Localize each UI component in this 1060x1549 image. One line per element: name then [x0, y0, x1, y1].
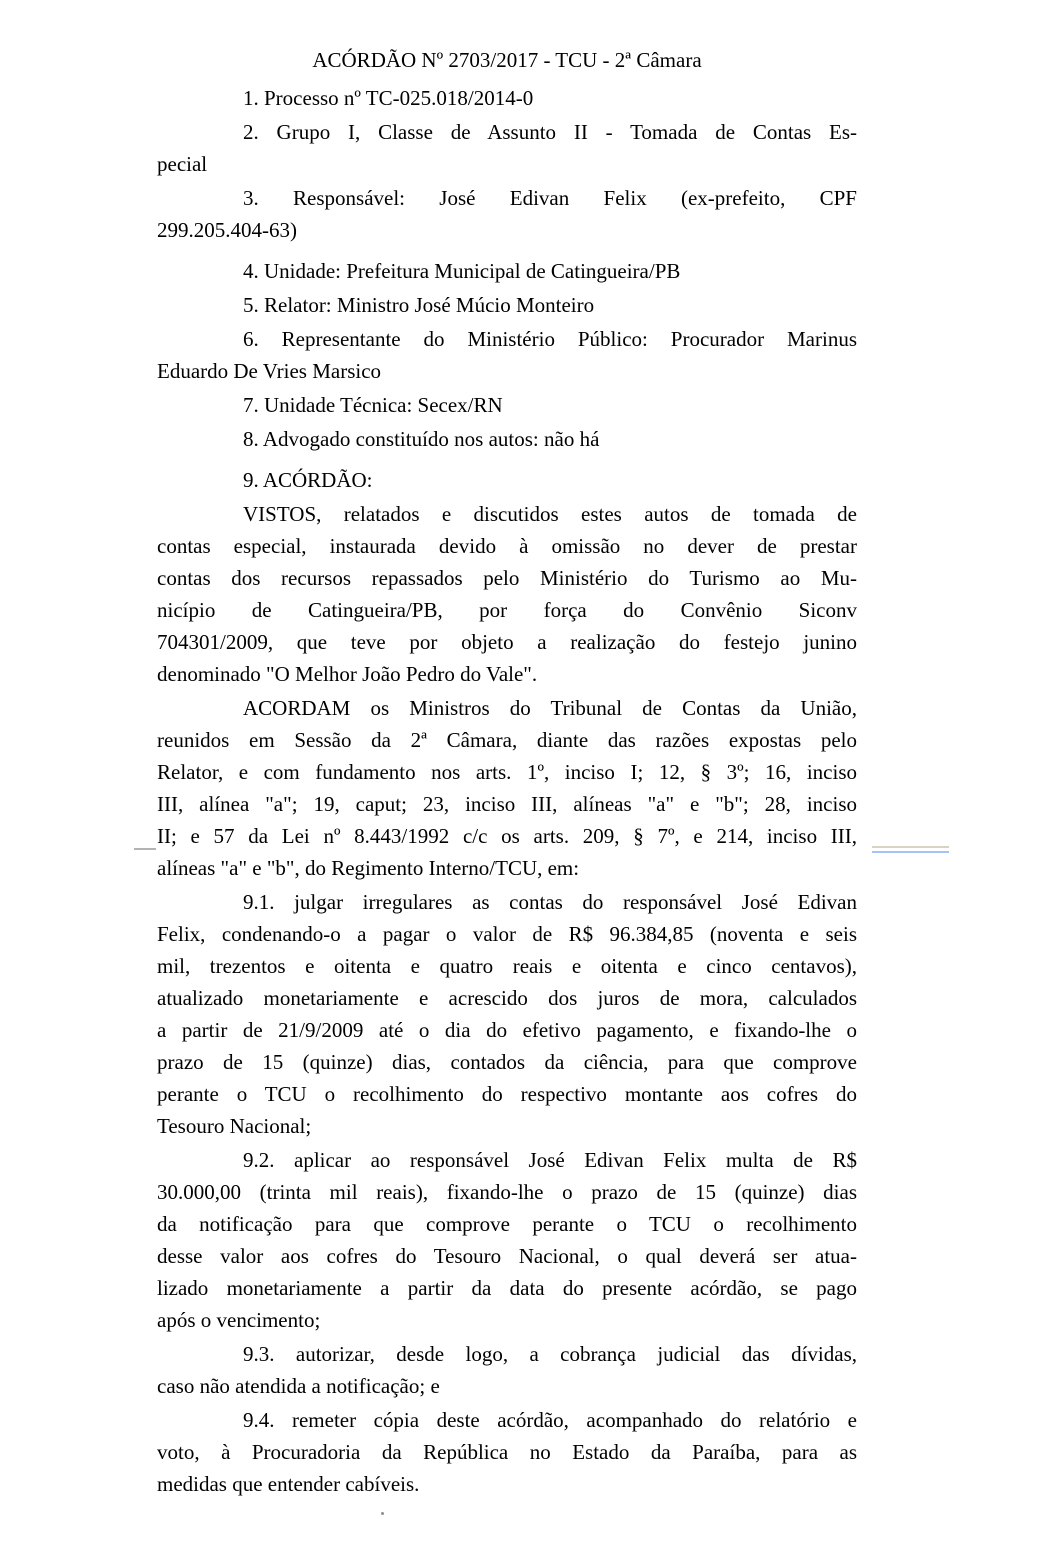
- paragraph-item-4: [157, 255, 857, 287]
- text-line: 1. Processo nº TC-025.018/2014-0: [243, 86, 534, 110]
- text-line: voto, à Procuradoria da República no Estado da Paraíba, para as: [157, 1440, 857, 1464]
- paragraph-vistos: [157, 498, 857, 690]
- text-line: 9.3. autorizar, desde logo, a cobrança judicial das dívidas,: [243, 1342, 857, 1366]
- paragraph-item-9-heading: [157, 464, 857, 496]
- text-line: 2. Grupo I, Classe de Assunto II - Tomada de Contas Es-: [243, 120, 857, 144]
- text-line: 3. Responsável: José Edivan Felix (ex-prefeito, CPF: [243, 186, 857, 210]
- text-line: 7. Unidade Técnica: Secex/RN: [243, 393, 503, 417]
- text-line: III, alínea "a"; 19, caput; 23, inciso III, alíneas "a" e "b"; 28, inciso: [157, 792, 857, 816]
- text-line: 704301/2009, que teve por objeto a realização do festejo junino: [157, 630, 857, 654]
- selection-artifact-right-tan: [872, 846, 949, 848]
- text-line: após o vencimento;: [157, 1308, 321, 1332]
- selection-artifact-right-blue: [872, 851, 949, 853]
- text-line: Relator, e com fundamento nos arts. 1º, inciso I; 12, § 3º; 16, inciso: [157, 760, 857, 784]
- text-line: 4. Unidade: Prefeitura Municipal de Catingueira/PB: [243, 259, 681, 283]
- text-line: contas especial, instaurada devido à omissão no dever de prestar: [157, 534, 857, 558]
- text-line: reunidos em Sessão da 2ª Câmara, diante das razões expostas pelo: [157, 728, 857, 752]
- document-title: ACÓRDÃO Nº 2703/2017 - TCU - 2ª Câmara: [312, 48, 702, 72]
- text-line: atualizado monetariamente e acrescido dos juros de mora, calculados: [157, 986, 857, 1010]
- document-text-column: [157, 44, 857, 1502]
- text-line: nicípio de Catingueira/PB, por força do Convênio Siconv: [157, 598, 857, 622]
- text-line: Eduardo De Vries Marsico: [157, 359, 382, 383]
- paragraph-item-8: [157, 423, 857, 455]
- text-line: 299.205.404-63): [157, 218, 297, 242]
- paragraph-item-9-3: [157, 1338, 857, 1402]
- paragraph-item-9-2: [157, 1144, 857, 1336]
- text-line: II; e 57 da Lei nº 8.443/1992 c/c os arts. 209, § 7º, e 214, inciso III,: [157, 824, 857, 848]
- text-line: prazo de 15 (quinze) dias, contados da ciência, para que comprove: [157, 1050, 857, 1074]
- paragraph-item-1: [157, 82, 857, 114]
- text-line: Felix, condenando-o a pagar o valor de R$ 96.384,85 (noventa e seis: [157, 922, 857, 946]
- text-line: mil, trezentos e oitenta e quatro reais e oitenta e cinco centavos),: [157, 954, 857, 978]
- paragraph-item-5: [157, 289, 857, 321]
- paragraph-item-9-1: [157, 886, 857, 1142]
- text-line: alíneas "a" e "b", do Regimento Interno/TCU, em:: [157, 856, 580, 880]
- selection-artifact-left-dash: [134, 848, 156, 850]
- paragraph-item-6: [157, 323, 857, 387]
- text-line: 8. Advogado constituído nos autos: não há: [243, 427, 600, 451]
- text-line: 30.000,00 (trinta mil reais), fixando-lhe o prazo de 15 (quinze) dias: [157, 1180, 857, 1204]
- text-line: Tesouro Nacional;: [157, 1114, 312, 1138]
- text-line: caso não atendida a notificação; e: [157, 1374, 440, 1398]
- text-line: denominado "O Melhor João Pedro do Vale".: [157, 662, 538, 686]
- text-line: 9.4. remeter cópia deste acórdão, acompanhado do relatório e: [243, 1408, 857, 1432]
- text-line: VISTOS, relatados e discutidos estes autos de tomada de: [243, 502, 857, 526]
- text-line: contas dos recursos repassados pelo Ministério do Turismo ao Mu-: [157, 566, 857, 590]
- text-line: 9.2. aplicar ao responsável José Edivan Felix multa de R$: [243, 1148, 857, 1172]
- paragraph-item-3: [157, 182, 857, 246]
- text-line: ACORDAM os Ministros do Tribunal de Contas da União,: [243, 696, 857, 720]
- paragraph-item-7: [157, 389, 857, 421]
- text-line: da notificação para que comprove perante o TCU o recolhimento: [157, 1212, 857, 1236]
- paragraph-acordam: [157, 692, 857, 884]
- paragraph-item-2: [157, 116, 857, 180]
- text-line: pecial: [157, 152, 208, 176]
- document-body: [157, 82, 857, 1500]
- paragraph-item-9-4: [157, 1404, 857, 1500]
- text-line: 5. Relator: Ministro José Múcio Monteiro: [243, 293, 595, 317]
- text-line: 9.1. julgar irregulares as contas do responsável José Edivan: [243, 890, 857, 914]
- text-line: desse valor aos cofres do Tesouro Nacional, o qual deverá ser atua-: [157, 1244, 857, 1268]
- text-line: lizado monetariamente a partir da data do presente acórdão, se pago: [157, 1276, 857, 1300]
- text-line: 9. ACÓRDÃO:: [243, 468, 373, 492]
- text-line: medidas que entender cabíveis.: [157, 1472, 420, 1496]
- text-line: perante o TCU o recolhimento do respectivo montante aos cofres do: [157, 1082, 857, 1106]
- text-line: a partir de 21/9/2009 até o dia do efetivo pagamento, e fixando-lhe o: [157, 1018, 857, 1042]
- stray-dot-artifact: [381, 1512, 384, 1515]
- text-line: 6. Representante do Ministério Público: Procurador Marinus: [243, 327, 857, 351]
